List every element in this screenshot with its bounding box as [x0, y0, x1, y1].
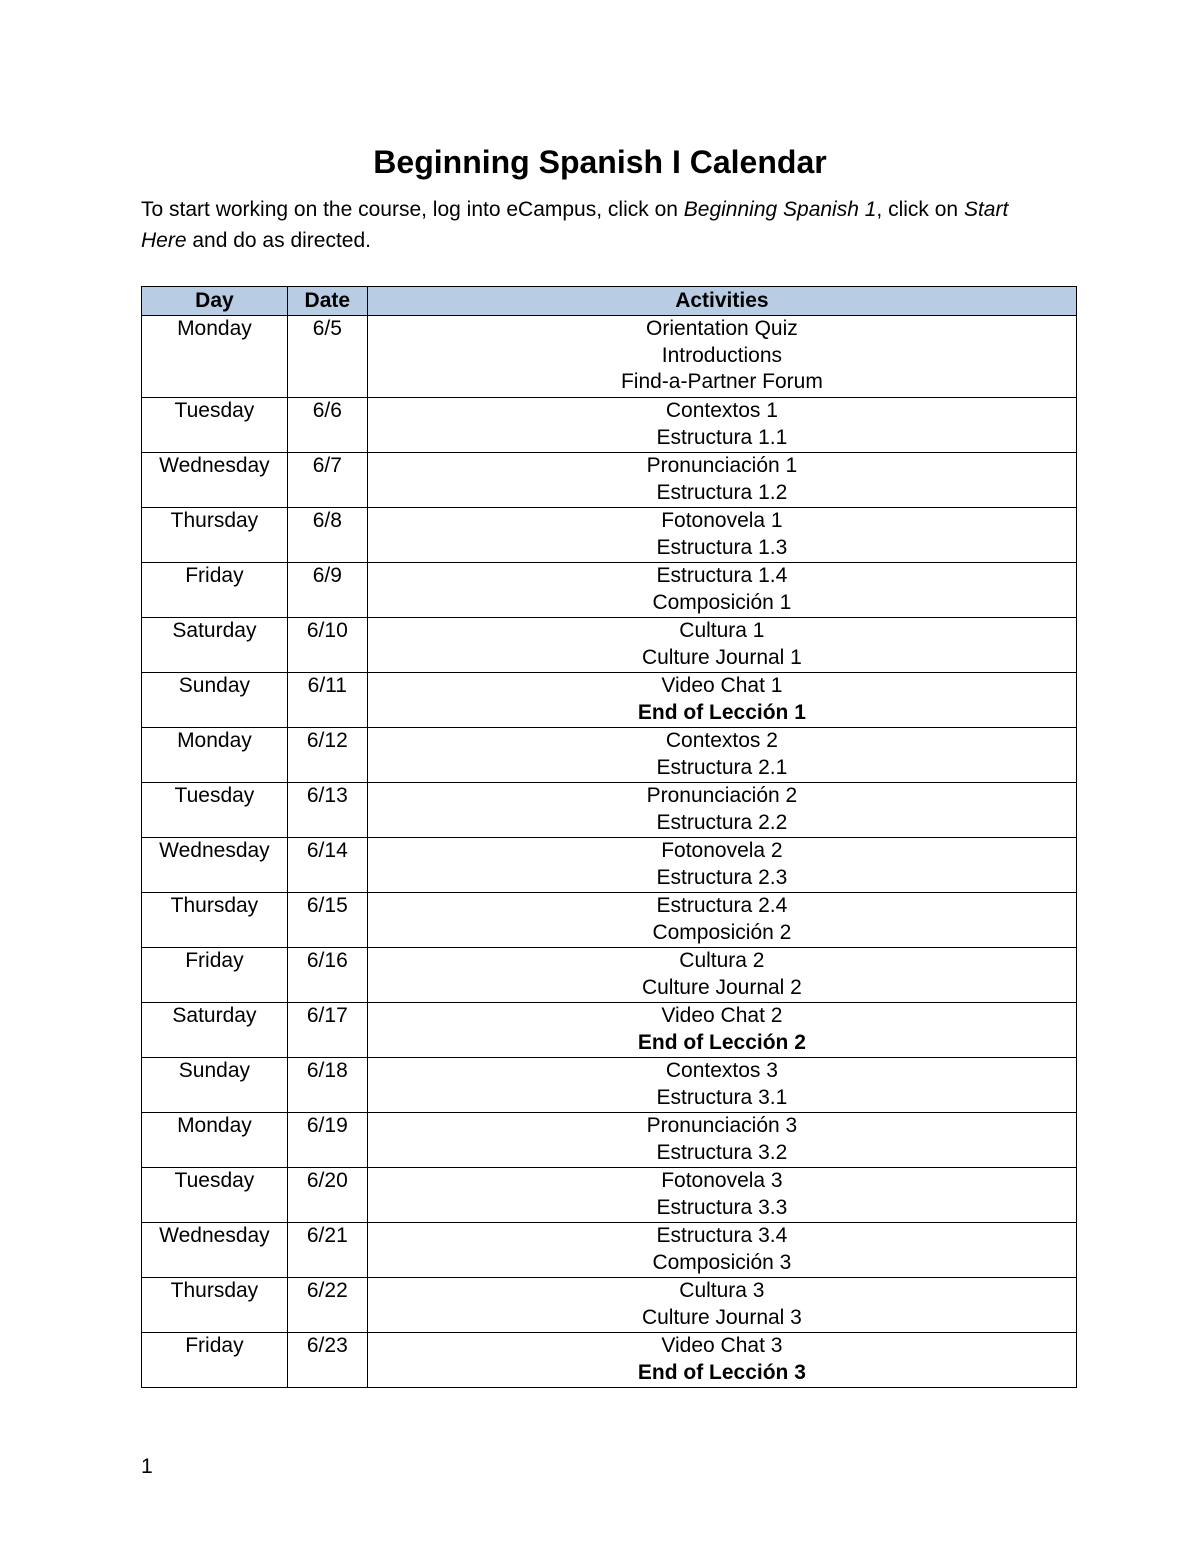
- activities-cell: [367, 1058, 1076, 1113]
- activity-item: Estructura 1.3: [656, 535, 788, 559]
- table-row: [142, 948, 1077, 1003]
- table-row: [142, 783, 1077, 838]
- day-cell: Friday: [142, 948, 288, 1003]
- activity-item: Estructura 2.1: [656, 755, 788, 779]
- date-cell: 6/17: [287, 1003, 367, 1058]
- activities-cell: [367, 783, 1076, 838]
- activity-item: Fotonovela 1: [661, 509, 783, 532]
- header-day: Day: [142, 287, 288, 316]
- lesson-end-label: End of Lección 1: [637, 700, 806, 724]
- lesson-end-label: End of Lección 2: [637, 1030, 806, 1054]
- header-activities: Activities: [367, 287, 1076, 316]
- day-cell: Friday: [142, 563, 288, 618]
- activities-cell: [367, 1003, 1076, 1058]
- activities-cell: [367, 508, 1076, 563]
- activity-item: Estructura 1.1: [656, 425, 788, 449]
- activity-item: Estructura 2.2: [656, 810, 788, 834]
- activities-cell: [367, 316, 1076, 398]
- activities-cell: [367, 1168, 1076, 1223]
- date-cell: 6/10: [287, 618, 367, 673]
- date-cell: 6/7: [287, 453, 367, 508]
- activities-cell: [367, 728, 1076, 783]
- activity-item: Culture Journal 3: [641, 1305, 802, 1329]
- date-cell: 6/22: [287, 1278, 367, 1333]
- day-cell: Saturday: [142, 618, 288, 673]
- table-row: [142, 508, 1077, 563]
- page-title: Beginning Spanish I Calendar: [373, 144, 827, 180]
- table-row: [142, 563, 1077, 618]
- date-cell: 6/18: [287, 1058, 367, 1113]
- date-cell: 6/19: [287, 1113, 367, 1168]
- activity-item: Contextos 1: [665, 399, 778, 422]
- activity-item: Contextos 2: [665, 729, 778, 752]
- activity-item: Estructura 3.3: [656, 1195, 788, 1219]
- table-row: [142, 316, 1077, 398]
- activity-item: Estructura 1.4: [656, 564, 788, 587]
- table-row: [142, 1058, 1077, 1113]
- activity-item: Fotonovela 3: [661, 1169, 783, 1192]
- activities-cell: [367, 948, 1076, 1003]
- date-cell: 6/16: [287, 948, 367, 1003]
- activity-item: Culture Journal 2: [641, 975, 802, 999]
- start-here-label: Start Here: [141, 198, 1009, 252]
- date-cell: 6/20: [287, 1168, 367, 1223]
- date-cell: 6/9: [287, 563, 367, 618]
- table-row: [142, 728, 1077, 783]
- table-row: [142, 1223, 1077, 1278]
- table-row: [142, 618, 1077, 673]
- activities-cell: [367, 1223, 1076, 1278]
- table-header-row: [142, 287, 1077, 316]
- intro-text-3: and do as directed.: [186, 229, 371, 252]
- activities-cell: [367, 1113, 1076, 1168]
- activity-item: Video Chat 1: [661, 674, 783, 697]
- activity-item: Culture Journal 1: [641, 645, 802, 669]
- date-cell: 6/11: [287, 673, 367, 728]
- intro-text-2: , click on: [876, 198, 964, 221]
- table-row: [142, 838, 1077, 893]
- day-cell: Wednesday: [142, 1223, 288, 1278]
- date-cell: 6/15: [287, 893, 367, 948]
- activity-item: Estructura 2.3: [656, 865, 788, 889]
- date-cell: 6/6: [287, 398, 367, 453]
- table-body: [142, 316, 1077, 1388]
- intro-text-1: To start working on the course, log into eCampus, click on: [141, 198, 684, 221]
- date-cell: 6/8: [287, 508, 367, 563]
- day-cell: Tuesday: [142, 1168, 288, 1223]
- table-row: [142, 398, 1077, 453]
- intro-paragraph: [141, 194, 1041, 256]
- activity-item: Introductions: [661, 343, 783, 367]
- day-cell: Monday: [142, 728, 288, 783]
- day-cell: Thursday: [142, 508, 288, 563]
- activity-item: Video Chat 3: [661, 1334, 783, 1357]
- table-row: [142, 453, 1077, 508]
- activities-cell: [367, 1278, 1076, 1333]
- activities-cell: [367, 563, 1076, 618]
- activity-item: Estructura 3.4: [656, 1224, 788, 1247]
- day-cell: Wednesday: [142, 453, 288, 508]
- activity-item: Estructura 3.1: [656, 1085, 788, 1109]
- day-cell: Sunday: [142, 673, 288, 728]
- activity-item: Pronunciación 2: [646, 784, 798, 807]
- day-cell: Thursday: [142, 1278, 288, 1333]
- day-cell: Wednesday: [142, 838, 288, 893]
- header-date: Date: [287, 287, 367, 316]
- activity-item: Pronunciación 3: [646, 1114, 798, 1137]
- day-cell: Monday: [142, 1113, 288, 1168]
- date-cell: 6/12: [287, 728, 367, 783]
- table-row: [142, 893, 1077, 948]
- day-cell: Thursday: [142, 893, 288, 948]
- activity-item: Estructura 3.2: [656, 1140, 788, 1164]
- date-cell: 6/14: [287, 838, 367, 893]
- activities-cell: [367, 398, 1076, 453]
- table-row: [142, 1113, 1077, 1168]
- activities-cell: [367, 673, 1076, 728]
- activity-item: Composición 2: [652, 920, 792, 944]
- day-cell: Tuesday: [142, 398, 288, 453]
- table-row: [142, 1333, 1077, 1388]
- table-row: [142, 1168, 1077, 1223]
- activities-cell: [367, 893, 1076, 948]
- table-row: [142, 1278, 1077, 1333]
- day-cell: Friday: [142, 1333, 288, 1388]
- activity-item: Cultura 1: [679, 619, 765, 642]
- activities-cell: [367, 838, 1076, 893]
- date-cell: 6/23: [287, 1333, 367, 1388]
- activity-item: Cultura 2: [679, 949, 765, 972]
- activities-cell: [367, 1333, 1076, 1388]
- activity-item: Composición 1: [652, 590, 792, 614]
- activity-item: Composición 3: [652, 1250, 792, 1274]
- date-cell: 6/21: [287, 1223, 367, 1278]
- course-name: Beginning Spanish 1: [683, 198, 877, 221]
- date-cell: 6/13: [287, 783, 367, 838]
- activity-item: Fotonovela 2: [661, 839, 783, 862]
- day-cell: Monday: [142, 316, 288, 398]
- activities-cell: [367, 453, 1076, 508]
- activity-item: Estructura 1.2: [656, 480, 788, 504]
- activity-item: Orientation Quiz: [646, 317, 798, 340]
- activity-item: Find-a-Partner Forum: [620, 370, 823, 393]
- calendar-table: [141, 286, 1077, 1388]
- date-cell: 6/5: [287, 316, 367, 398]
- activity-item: Cultura 3: [679, 1279, 765, 1302]
- table-row: [142, 1003, 1077, 1058]
- activity-item: Contextos 3: [665, 1059, 778, 1082]
- activity-item: Estructura 2.4: [656, 894, 788, 917]
- lesson-end-label: End of Lección 3: [637, 1360, 806, 1384]
- activities-cell: [367, 618, 1076, 673]
- day-cell: Saturday: [142, 1003, 288, 1058]
- page-number: 1: [141, 1455, 153, 1478]
- activity-item: Video Chat 2: [661, 1004, 783, 1027]
- table-row: [142, 673, 1077, 728]
- activity-item: Pronunciación 1: [646, 454, 798, 477]
- day-cell: Tuesday: [142, 783, 288, 838]
- day-cell: Sunday: [142, 1058, 288, 1113]
